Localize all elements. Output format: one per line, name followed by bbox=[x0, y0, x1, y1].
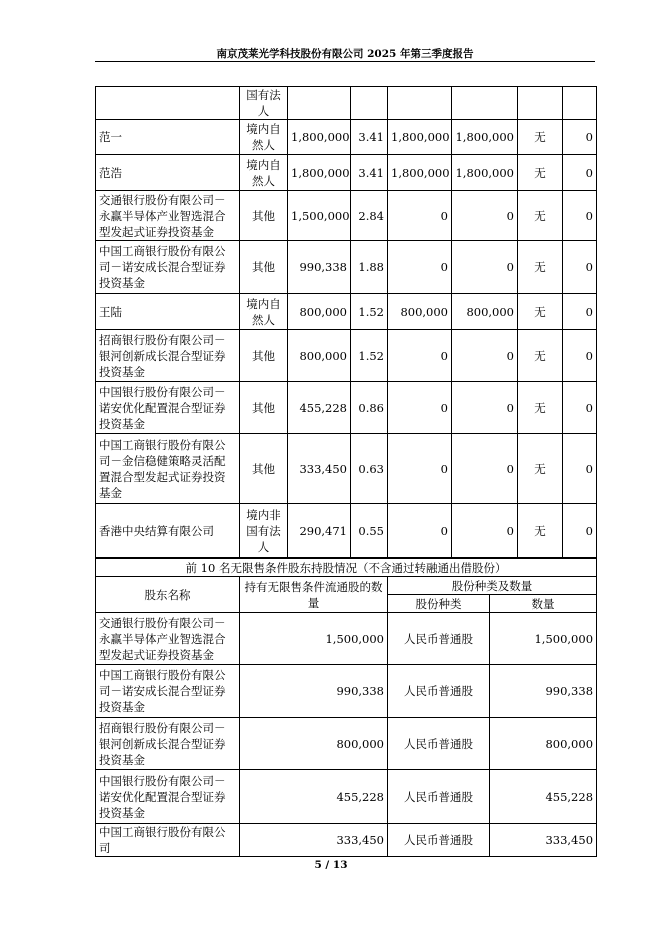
shareholder-name: 范浩 bbox=[96, 155, 240, 191]
shares-held bbox=[288, 87, 351, 120]
shares-held: 800,000 bbox=[288, 330, 351, 382]
restricted-incl-lending: 1,800,000 bbox=[452, 120, 518, 155]
shareholder-nature: 其他 bbox=[240, 241, 288, 294]
holding-percent: 0.55 bbox=[351, 504, 388, 558]
shares-held: 1,800,000 bbox=[288, 155, 351, 191]
share-quantity: 333,450 bbox=[490, 824, 597, 857]
pledge-count: 0 bbox=[563, 434, 597, 504]
table-row bbox=[96, 87, 597, 120]
shareholder-nature: 境内自然人 bbox=[240, 155, 288, 191]
restricted-shares: 0 bbox=[388, 504, 452, 558]
col-header-tradable-qty: 持有无限售条件流通股的数量 bbox=[240, 577, 388, 613]
restricted-shares: 800,000 bbox=[388, 294, 452, 330]
shareholder-nature: 境内自然人 bbox=[240, 294, 288, 330]
shareholder-name: 交通银行股份有限公司－永赢半导体产业智选混合型发起式证券投资基金 bbox=[96, 191, 240, 241]
shares-held: 1,500,000 bbox=[288, 191, 351, 241]
shares-held: 990,338 bbox=[288, 241, 351, 294]
tradable-shares: 800,000 bbox=[240, 718, 388, 770]
shareholder-nature: 其他 bbox=[240, 434, 288, 504]
shareholder-nature: 其他 bbox=[240, 330, 288, 382]
pledge-status: 无 bbox=[518, 382, 563, 434]
pledge-status: 无 bbox=[518, 191, 563, 241]
table-row bbox=[96, 770, 597, 824]
shareholder-name: 交通银行股份有限公司－永赢半导体产业智选混合型发起式证券投资基金 bbox=[96, 613, 240, 665]
holding-percent: 0.86 bbox=[351, 382, 388, 434]
holding-percent bbox=[351, 87, 388, 120]
shareholder-nature: 境内自然人 bbox=[240, 120, 288, 155]
shareholder-name: 香港中央结算有限公司 bbox=[96, 504, 240, 558]
tradable-shares: 1,500,000 bbox=[240, 613, 388, 665]
shares-held: 290,471 bbox=[288, 504, 351, 558]
pledge-count: 0 bbox=[563, 155, 597, 191]
restricted-incl-lending: 0 bbox=[452, 241, 518, 294]
share-quantity: 455,228 bbox=[490, 770, 597, 824]
restricted-incl-lending: 0 bbox=[452, 504, 518, 558]
pledge-status: 无 bbox=[518, 120, 563, 155]
table-row bbox=[96, 241, 597, 294]
shareholder-name: 中国银行股份有限公司－诺安优化配置混合型证券投资基金 bbox=[96, 770, 240, 824]
col-header-name: 股东名称 bbox=[96, 577, 240, 613]
share-type: 人民币普通股 bbox=[388, 613, 490, 665]
holding-percent: 1.52 bbox=[351, 330, 388, 382]
header-rule bbox=[95, 61, 595, 62]
restricted-shares: 1,800,000 bbox=[388, 120, 452, 155]
pledge-status: 无 bbox=[518, 294, 563, 330]
pledge-status: 无 bbox=[518, 504, 563, 558]
pledge-status: 无 bbox=[518, 330, 563, 382]
holding-percent: 0.63 bbox=[351, 434, 388, 504]
shareholder-name: 王陆 bbox=[96, 294, 240, 330]
shareholder-nature: 其他 bbox=[240, 191, 288, 241]
shareholder-name: 中国工商银行股份有限公司－诺安成长混合型证券投资基金 bbox=[96, 665, 240, 718]
table-row bbox=[96, 191, 597, 241]
table-row bbox=[96, 155, 597, 191]
restricted-shares: 0 bbox=[388, 382, 452, 434]
table-row bbox=[96, 382, 597, 434]
restricted-shares: 1,800,000 bbox=[388, 155, 452, 191]
table-row bbox=[96, 665, 597, 718]
shares-held: 800,000 bbox=[288, 294, 351, 330]
restricted-incl-lending: 1,800,000 bbox=[452, 155, 518, 191]
table-row bbox=[96, 434, 597, 504]
share-type: 人民币普通股 bbox=[388, 718, 490, 770]
restricted-incl-lending: 0 bbox=[452, 434, 518, 504]
table-row bbox=[96, 504, 597, 558]
restricted-incl-lending: 0 bbox=[452, 191, 518, 241]
col-header-quantity: 数量 bbox=[490, 595, 597, 613]
shares-held: 333,450 bbox=[288, 434, 351, 504]
report-header: 南京茂莱光学科技股份有限公司 2025 年第三季度报告 bbox=[216, 48, 474, 60]
pledge-status: 无 bbox=[518, 155, 563, 191]
shares-held: 455,228 bbox=[288, 382, 351, 434]
table-row bbox=[96, 718, 597, 770]
shareholder-nature: 其他 bbox=[240, 382, 288, 434]
pledge-count: 0 bbox=[563, 382, 597, 434]
table-row bbox=[96, 120, 597, 155]
shares-held: 1,800,000 bbox=[288, 120, 351, 155]
holding-percent: 2.84 bbox=[351, 191, 388, 241]
holding-percent: 3.41 bbox=[351, 155, 388, 191]
pledge-count: 0 bbox=[563, 241, 597, 294]
header-row bbox=[96, 577, 597, 595]
shareholder-name: 中国工商银行股份有限公司－金信稳健策略灵活配置混合型发起式证券投资基金 bbox=[96, 434, 240, 504]
share-type: 人民币普通股 bbox=[388, 770, 490, 824]
table-row bbox=[96, 294, 597, 330]
restricted-shares: 0 bbox=[388, 241, 452, 294]
table-row bbox=[96, 824, 597, 857]
tradable-shares: 455,228 bbox=[240, 770, 388, 824]
col-header-share-type-group: 股份种类及数量 bbox=[388, 577, 597, 595]
shareholder-name: 中国银行股份有限公司－诺安优化配置混合型证券投资基金 bbox=[96, 382, 240, 434]
share-quantity: 800,000 bbox=[490, 718, 597, 770]
restricted-shares bbox=[388, 87, 452, 120]
pledge-count: 0 bbox=[563, 330, 597, 382]
shareholder-name: 中国工商银行股份有限公司 bbox=[96, 824, 240, 857]
table-row bbox=[96, 330, 597, 382]
restricted-incl-lending bbox=[452, 87, 518, 120]
restricted-incl-lending: 800,000 bbox=[452, 294, 518, 330]
section-title: 前 10 名无限售条件股东持股情况（不含通过转融通出借股份） bbox=[96, 559, 597, 577]
tradable-shares: 333,450 bbox=[240, 824, 388, 857]
restricted-incl-lending: 0 bbox=[452, 382, 518, 434]
holding-percent: 3.41 bbox=[351, 120, 388, 155]
shareholder-name: 招商银行股份有限公司－银河创新成长混合型证券投资基金 bbox=[96, 718, 240, 770]
restricted-shares: 0 bbox=[388, 191, 452, 241]
table-row bbox=[96, 613, 597, 665]
holding-percent: 1.88 bbox=[351, 241, 388, 294]
pledge-status: 无 bbox=[518, 434, 563, 504]
share-quantity: 990,338 bbox=[490, 665, 597, 718]
restricted-shares: 0 bbox=[388, 434, 452, 504]
shareholder-name bbox=[96, 87, 240, 120]
section-title-row bbox=[96, 559, 597, 577]
pledge-count: 0 bbox=[563, 120, 597, 155]
tradable-shares: 990,338 bbox=[240, 665, 388, 718]
restricted-shares: 0 bbox=[388, 330, 452, 382]
shareholder-nature: 境内非国有法人 bbox=[240, 504, 288, 558]
unrestricted-shareholders-table bbox=[95, 558, 597, 857]
share-type: 人民币普通股 bbox=[388, 665, 490, 718]
shareholder-nature: 国有法人 bbox=[240, 87, 288, 120]
top-shareholders-table bbox=[95, 86, 597, 558]
col-header-share-type: 股份种类 bbox=[388, 595, 490, 613]
pledge-status: 无 bbox=[518, 241, 563, 294]
holding-percent: 1.52 bbox=[351, 294, 388, 330]
pledge-count bbox=[563, 87, 597, 120]
share-type: 人民币普通股 bbox=[388, 824, 490, 857]
page-number: 5 / 13 bbox=[314, 859, 348, 871]
pledge-count: 0 bbox=[563, 294, 597, 330]
pledge-status bbox=[518, 87, 563, 120]
share-quantity: 1,500,000 bbox=[490, 613, 597, 665]
shareholder-name: 招商银行股份有限公司－银河创新成长混合型证券投资基金 bbox=[96, 330, 240, 382]
pledge-count: 0 bbox=[563, 504, 597, 558]
shareholder-name: 中国工商银行股份有限公司－诺安成长混合型证券投资基金 bbox=[96, 241, 240, 294]
pledge-count: 0 bbox=[563, 191, 597, 241]
shareholder-name: 范一 bbox=[96, 120, 240, 155]
restricted-incl-lending: 0 bbox=[452, 330, 518, 382]
